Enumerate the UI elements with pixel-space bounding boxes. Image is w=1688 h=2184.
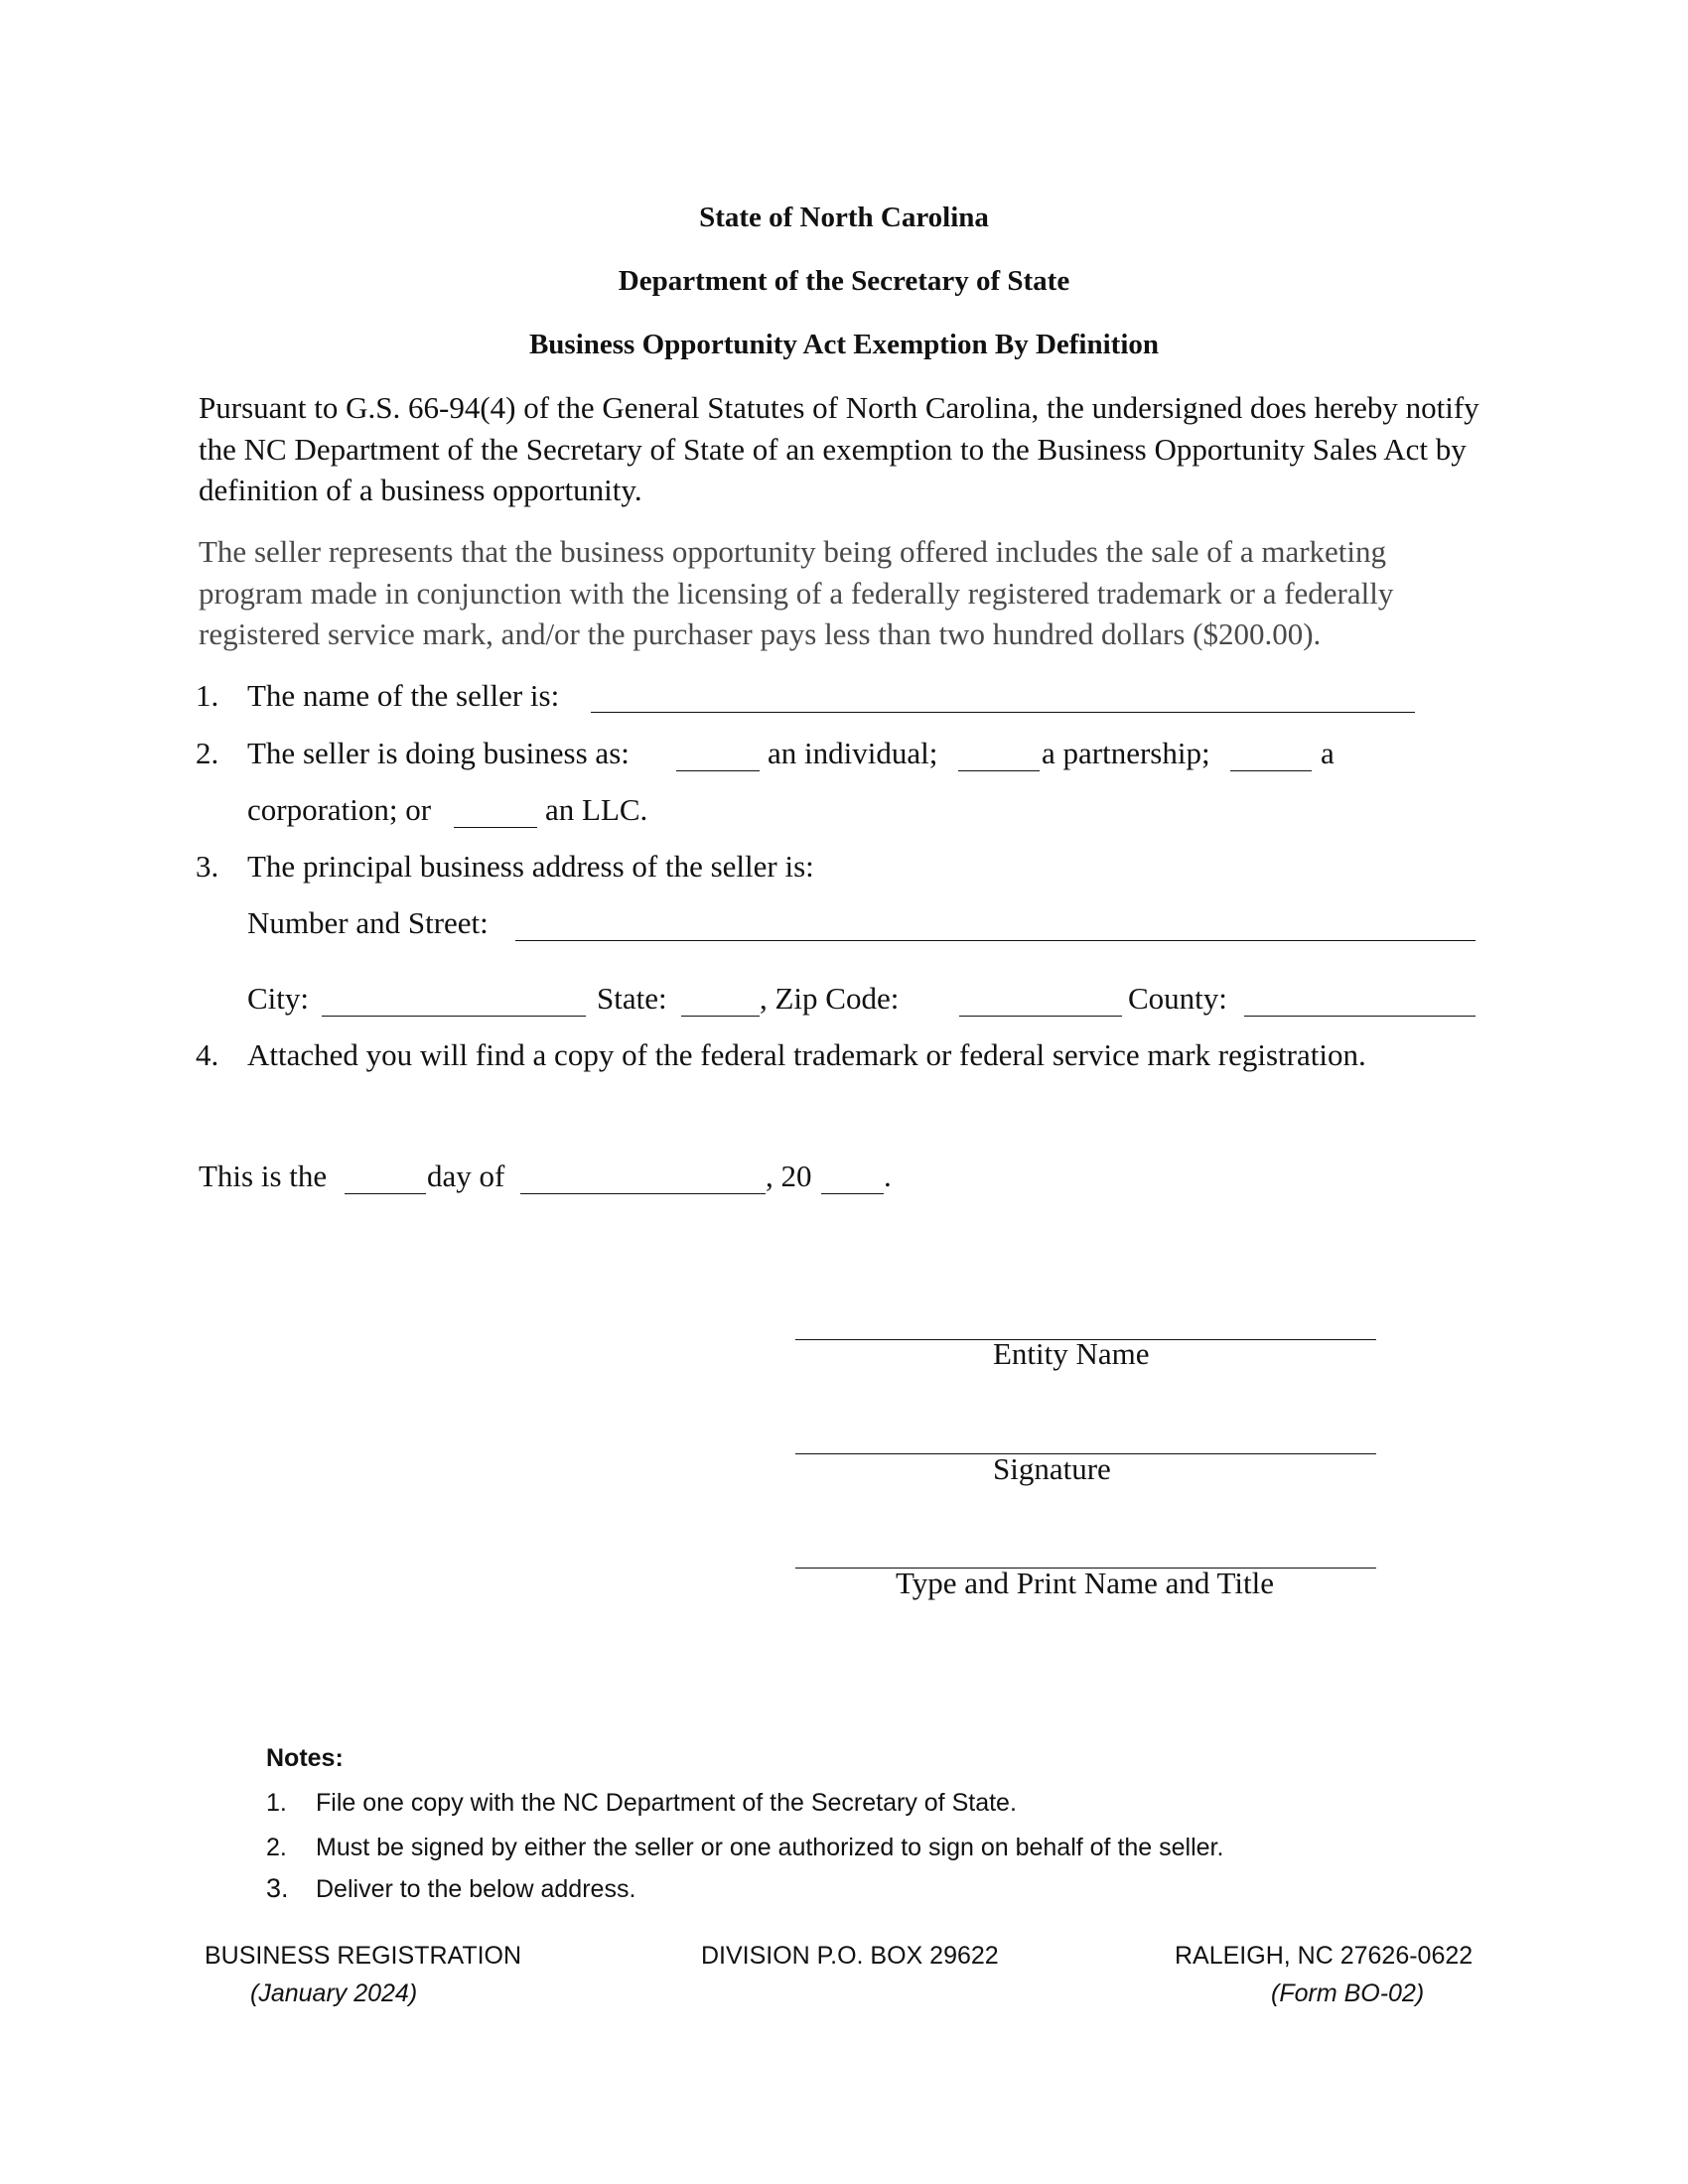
city-field[interactable]: [322, 1016, 586, 1017]
item-1-number: 1.: [196, 678, 219, 713]
note-2-number: 2.: [266, 1834, 287, 1861]
date-prefix: This is the: [199, 1159, 328, 1193]
seller-representation-paragraph: The seller represents that the business opportunity being offered includes the sale of a marketing program made in conjunction with the licensing of a federally registered trademark or a federally registered service mark, and/or the purchaser pays less than two hundred dollars ($200.00).: [199, 534, 1394, 651]
day-of-label: day of: [427, 1159, 505, 1193]
signature-label: Signature: [993, 1451, 1111, 1486]
individual-blank[interactable]: [676, 770, 760, 771]
option-a-label: a: [1321, 736, 1335, 770]
footer-po-box: DIVISION P.O. BOX 29622: [701, 1942, 999, 1970]
street-label: Number and Street:: [247, 905, 489, 940]
state-field[interactable]: [681, 1016, 760, 1017]
item-4-label: Attached you will find a copy of the federal trademark or federal service mark registration.: [247, 1037, 1366, 1072]
notes-title: Notes:: [266, 1744, 344, 1772]
option-corporation-label: corporation; or: [247, 792, 432, 827]
entity-name-label: Entity Name: [993, 1336, 1150, 1371]
option-individual-label: an individual;: [768, 736, 938, 770]
item-4-number: 4.: [196, 1037, 219, 1072]
note-1-text: File one copy with the NC Department of the Secretary of State.: [316, 1789, 1017, 1817]
header-department: Department of the Secretary of State: [618, 265, 1070, 297]
note-3-number: 3.: [266, 1873, 289, 1903]
option-partnership-label: a partnership;: [1042, 736, 1210, 770]
footer-business-registration: BUSINESS REGISTRATION: [205, 1942, 522, 1970]
zip-label: , Zip Code:: [760, 981, 900, 1016]
year-field[interactable]: [821, 1193, 884, 1194]
item-1-label: The name of the seller is:: [247, 678, 560, 713]
year-prefix: , 20: [766, 1159, 812, 1193]
corporation-blank[interactable]: [1230, 770, 1312, 771]
print-name-label: Type and Print Name and Title: [896, 1566, 1274, 1600]
item-2-label: The seller is doing business as:: [247, 736, 630, 770]
county-label: County:: [1128, 981, 1227, 1016]
county-field[interactable]: [1244, 1016, 1476, 1017]
street-field[interactable]: [515, 940, 1476, 941]
item-2-number: 2.: [196, 736, 219, 770]
option-llc-label: an LLC.: [545, 792, 648, 827]
seller-name-field[interactable]: [591, 712, 1415, 713]
llc-blank[interactable]: [454, 827, 537, 828]
header-state: State of North Carolina: [699, 202, 989, 233]
form-title: Business Opportunity Act Exemption By Definition: [528, 329, 1160, 360]
date-period: .: [884, 1159, 892, 1193]
note-2-text: Must be signed by either the seller or one authorized to sign on behalf of the seller.: [316, 1834, 1224, 1861]
footer-date: (January 2024): [250, 1979, 418, 2007]
intro-paragraph: Pursuant to G.S. 66-94(4) of the General Statutes of North Carolina, the undersigned does hereby notify the NC Department of the Secretary of State of an exemption to the Business Opportunity Sales Act by definition of a business opportunity.: [199, 390, 1479, 507]
note-3-text: Deliver to the below address.: [316, 1875, 636, 1903]
zip-field[interactable]: [959, 1016, 1122, 1017]
city-label: City:: [247, 981, 310, 1016]
footer-address: RALEIGH, NC 27626-0622: [1175, 1942, 1474, 1970]
partnership-blank[interactable]: [958, 770, 1040, 771]
footer-form-number: (Form BO-02): [1271, 1979, 1425, 2007]
day-field[interactable]: [345, 1193, 426, 1194]
item-3-number: 3.: [196, 849, 219, 884]
item-3-label: The principal business address of the seller is:: [247, 849, 814, 884]
note-1-number: 1.: [266, 1789, 287, 1817]
month-field[interactable]: [520, 1193, 766, 1194]
state-label: State:: [597, 981, 667, 1016]
